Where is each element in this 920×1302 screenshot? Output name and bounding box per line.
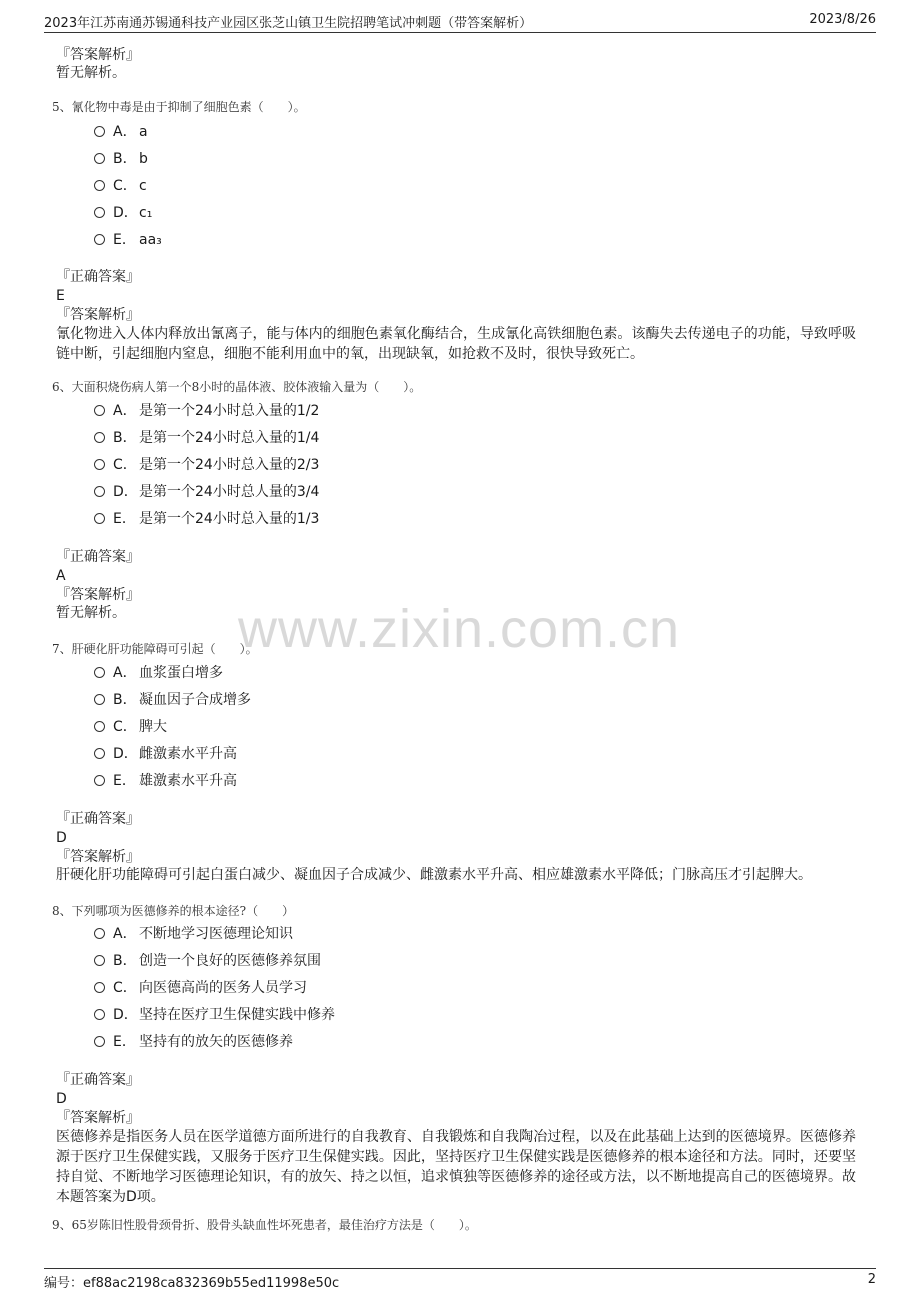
radio-icon[interactable] bbox=[94, 180, 105, 191]
option-e[interactable]: E． aa₃ bbox=[94, 229, 162, 247]
option-b[interactable]: B． 是第一个24小时总入量的1/4 bbox=[94, 427, 319, 445]
analysis-text: 暂无解析。 bbox=[56, 605, 126, 621]
analysis-label: 『答案解析』 bbox=[56, 849, 140, 865]
question-stem: 8、下列哪项为医德修养的根本途径?（ ） bbox=[52, 904, 295, 918]
radio-icon[interactable] bbox=[94, 234, 105, 245]
document-code: 编号：ef88ac2198ca832369b55ed11998e50c bbox=[44, 1276, 340, 1291]
option-d[interactable]: D．雌激素水平升高 bbox=[94, 743, 237, 761]
option-d[interactable]: D．c₁ bbox=[94, 202, 152, 220]
option-d[interactable]: D．是第一个24小时总人量的3/4 bbox=[94, 481, 319, 499]
answer-label: 『正确答案』 bbox=[56, 549, 140, 565]
option-e[interactable]: E． 坚持有的放矢的医德修养 bbox=[94, 1031, 293, 1049]
radio-icon[interactable] bbox=[94, 459, 105, 470]
radio-icon[interactable] bbox=[94, 486, 105, 497]
option-e[interactable]: E． 是第一个24小时总入量的1/3 bbox=[94, 508, 319, 526]
option-a[interactable]: A． 血浆蛋白增多 bbox=[94, 662, 223, 680]
question-stem: 5、氰化物中毒是由于抑制了细胞色素（ ）。 bbox=[52, 100, 306, 114]
page-footer bbox=[44, 1268, 876, 1291]
radio-icon[interactable] bbox=[94, 513, 105, 524]
radio-icon[interactable] bbox=[94, 1009, 105, 1020]
analysis-label: 『答案解析』 bbox=[56, 1110, 140, 1126]
option-c[interactable]: C． 脾大 bbox=[94, 716, 167, 734]
radio-icon[interactable] bbox=[94, 748, 105, 759]
option-a[interactable]: A． a bbox=[94, 121, 148, 139]
document-title: 2023年江苏南通苏锡通科技产业园区张芝山镇卫生院招聘笔试冲刺题（带答案解析） bbox=[44, 16, 533, 31]
radio-icon[interactable] bbox=[94, 721, 105, 732]
page-header bbox=[44, 12, 876, 33]
analysis-label: 『答案解析』 bbox=[56, 307, 140, 323]
option-e[interactable]: E． 雄激素水平升高 bbox=[94, 770, 237, 788]
option-a[interactable]: A． 是第一个24小时总入量的1/2 bbox=[94, 400, 319, 418]
radio-icon[interactable] bbox=[94, 1036, 105, 1047]
answer-label: 『正确答案』 bbox=[56, 811, 140, 827]
analysis-text: 肝硬化肝功能障碍可引起白蛋白减少、凝血因子合成减少、雌激素水平升高、相应雄激素水平降低；门脉高压才引起脾大。 bbox=[56, 867, 812, 883]
radio-icon[interactable] bbox=[94, 207, 105, 218]
analysis-label: 『答案解析』 bbox=[56, 587, 140, 603]
option-b[interactable]: B． 凝血因子合成增多 bbox=[94, 689, 251, 707]
question-stem: 9、65岁陈旧性股骨颈骨折、股骨头缺血性坏死患者，最佳治疗方法是（ ）。 bbox=[52, 1218, 477, 1232]
question-stem: 6、大面积烧伤病人第一个8小时的晶体液、胶体液输入量为（ ）。 bbox=[52, 380, 422, 394]
answer-value: D bbox=[56, 830, 67, 846]
option-a[interactable]: A． 不断地学习医德理论知识 bbox=[94, 923, 293, 941]
option-b[interactable]: B． 创造一个良好的医德修养氛围 bbox=[94, 950, 321, 968]
option-b[interactable]: B． b bbox=[94, 148, 148, 166]
answer-value: A bbox=[56, 568, 66, 584]
answer-value: E bbox=[56, 288, 65, 304]
analysis-label: 『答案解析』 bbox=[56, 47, 140, 63]
radio-icon[interactable] bbox=[94, 153, 105, 164]
analysis-text: 氰化物进入人体内释放出氰离子，能与体内的细胞色素氧化酶结合，生成氰化高铁细胞色素。该酶失去传递电子的功能，导致呼吸链中断，引起细胞内窒息，细胞不能利用血中的氧，出现缺氧，如抢救不及时，很快导致死亡。 bbox=[56, 326, 856, 362]
answer-label: 『正确答案』 bbox=[56, 269, 140, 285]
radio-icon[interactable] bbox=[94, 775, 105, 786]
radio-icon[interactable] bbox=[94, 982, 105, 993]
question-stem: 7、肝硬化肝功能障碍可引起（ ）。 bbox=[52, 642, 258, 656]
radio-icon[interactable] bbox=[94, 667, 105, 678]
radio-icon[interactable] bbox=[94, 928, 105, 939]
option-d[interactable]: D．坚持在医疗卫生保健实践中修养 bbox=[94, 1004, 335, 1022]
radio-icon[interactable] bbox=[94, 405, 105, 416]
option-c[interactable]: C． c bbox=[94, 175, 147, 193]
header-date: 2023/8/26 bbox=[809, 12, 876, 27]
watermark: www.zixin.com.cn bbox=[238, 599, 681, 659]
radio-icon[interactable] bbox=[94, 432, 105, 443]
radio-icon[interactable] bbox=[94, 126, 105, 137]
answer-value: D bbox=[56, 1091, 67, 1107]
analysis-text: 医德修养是指医务人员在医学道德方面所进行的自我教育、自我锻炼和自我陶冶过程，以及在此基础上达到的医德境界。医德修养源于医疗卫生保健实践，又服务于医疗卫生保健实践。因此，坚持医疗卫生保健实践是医德修养的根本途径和方法。同时，还要坚持自觉、不断地学习医德理论知识，有的放矢、持之以恒，追求慎独等医德修养的途径或方法，以不断地提高自己的医德境界。故本题答案为D项。 bbox=[56, 1129, 856, 1205]
analysis-text: 暂无解析。 bbox=[56, 65, 126, 81]
answer-label: 『正确答案』 bbox=[56, 1072, 140, 1088]
option-c[interactable]: C． 是第一个24小时总入量的2/3 bbox=[94, 454, 319, 472]
page-number: 2 bbox=[867, 1272, 876, 1287]
radio-icon[interactable] bbox=[94, 694, 105, 705]
radio-icon[interactable] bbox=[94, 955, 105, 966]
option-c[interactable]: C． 向医德高尚的医务人员学习 bbox=[94, 977, 307, 995]
